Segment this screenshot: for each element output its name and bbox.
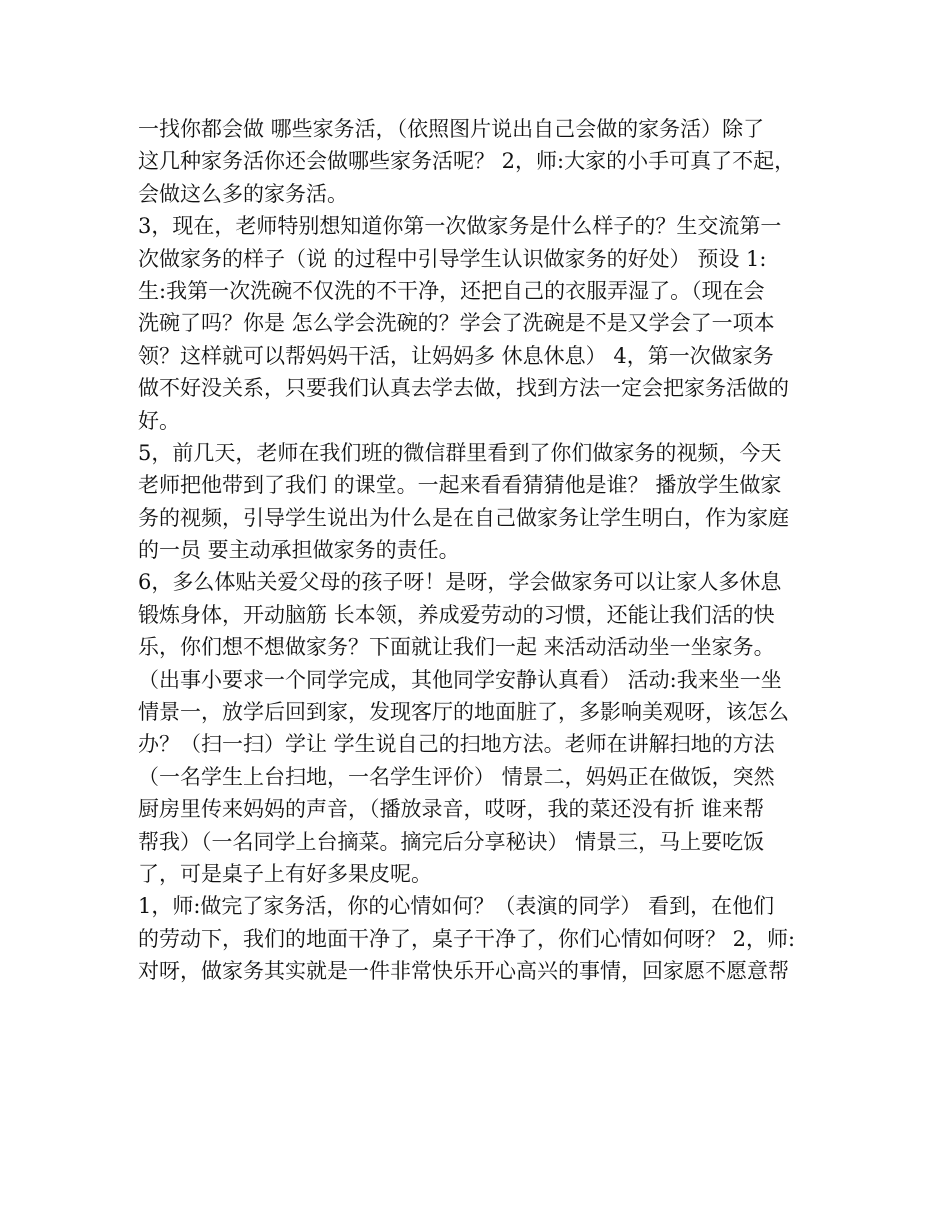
text-line: 生:我第一次洗碗不仅洗的不干净，还把自己的衣服弄湿了。（现在会 [138, 278, 765, 303]
text-line: 领？这样就可以帮妈妈干活，让妈妈多 休息休息） 4，第一次做家务 [138, 343, 774, 368]
text-line: 务的视频，引导学生说出为什么是在自己做家务让学生明白，作为家庭 [138, 505, 789, 530]
text-line: 锻炼身体，开动脑筋 长本领，养成爱劳动的习惯，还能让我们活的快 [138, 602, 775, 627]
text-line: 乐，你们想不想做家务？下面就让我们一起 来活动活动坐一坐家务。 [138, 635, 775, 660]
text-line: 次做家务的样子（说 的过程中引导学生认识做家务的好处） 预设 1: [138, 246, 767, 271]
text-line: 做不好没关系，只要我们认真去学去做，找到方法一定会把家务活做的 [138, 376, 789, 401]
text-line: 办？（扫一扫）学让 学生说自己的扫地方法。老师在讲解扫地的方法 [138, 732, 775, 757]
text-line: （出事小要求一个同学完成，其他同学安静认真看） 活动:我来坐一坐 [138, 667, 782, 692]
text-line: 对呀，做家务其实就是一件非常快乐开心高兴的事情，回家愿不愿意帮 [138, 959, 789, 984]
text-line: 这几种家务活你还会做哪些家务活呢？ 2，师:大家的小手可真了不起， [138, 149, 796, 174]
text-line: 会做这么多的家务活。 [138, 181, 348, 206]
text-line: 情景一，放学后回到家，发现客厅的地面脏了，多影响美观呀，该怎么 [138, 700, 789, 725]
text-line: （一名学生上台扫地，一名学生评价） 情景二，妈妈正在做饭，突然 [138, 764, 775, 789]
text-line: 老师把他带到了我们 的课堂。一起来看看猜猜他是谁？ 播放学生做家 [138, 473, 782, 498]
text-line: 一找你都会做 哪些家务活，（依照图片说出自己会做的家务活）除了 [138, 117, 765, 141]
text-line: 洗碗了吗？你是 怎么学会洗碗的？学会了洗碗是不是又学会了一项本 [138, 311, 775, 336]
text-line: 的一员 要主动承担做家务的责任。 [138, 538, 460, 563]
text-line: 的劳动下，我们的地面干净了，桌子干净了，你们心情如何呀？ 2，师: [138, 926, 796, 951]
text-line: 1，师:做完了家务活，你的心情如何？（表演的同学） 看到，在他们 [138, 894, 775, 919]
text-line: 好。 [138, 408, 180, 433]
body-text [138, 113, 828, 988]
text-line: 6，多么体贴关爱父母的孩子呀！是呀，学会做家务可以让家人多休息 [138, 570, 782, 595]
text-line: 帮我）（一名同学上台摘菜。摘完后分享秘诀） 情景三，马上要吃饭 [138, 829, 765, 854]
text-line: 5，前几天，老师在我们班的微信群里看到了你们做家务的视频，今天 [138, 440, 782, 465]
text-line: 了，可是桌子上有好多果皮呢。 [138, 861, 432, 886]
text-line: 厨房里传来妈妈的声音，（播放录音，哎呀，我的菜还没有折 谁来帮 [138, 797, 765, 822]
text-line: 3，现在，老师特别想知道你第一次做家务是什么样子的？生交流第一 [138, 214, 782, 239]
